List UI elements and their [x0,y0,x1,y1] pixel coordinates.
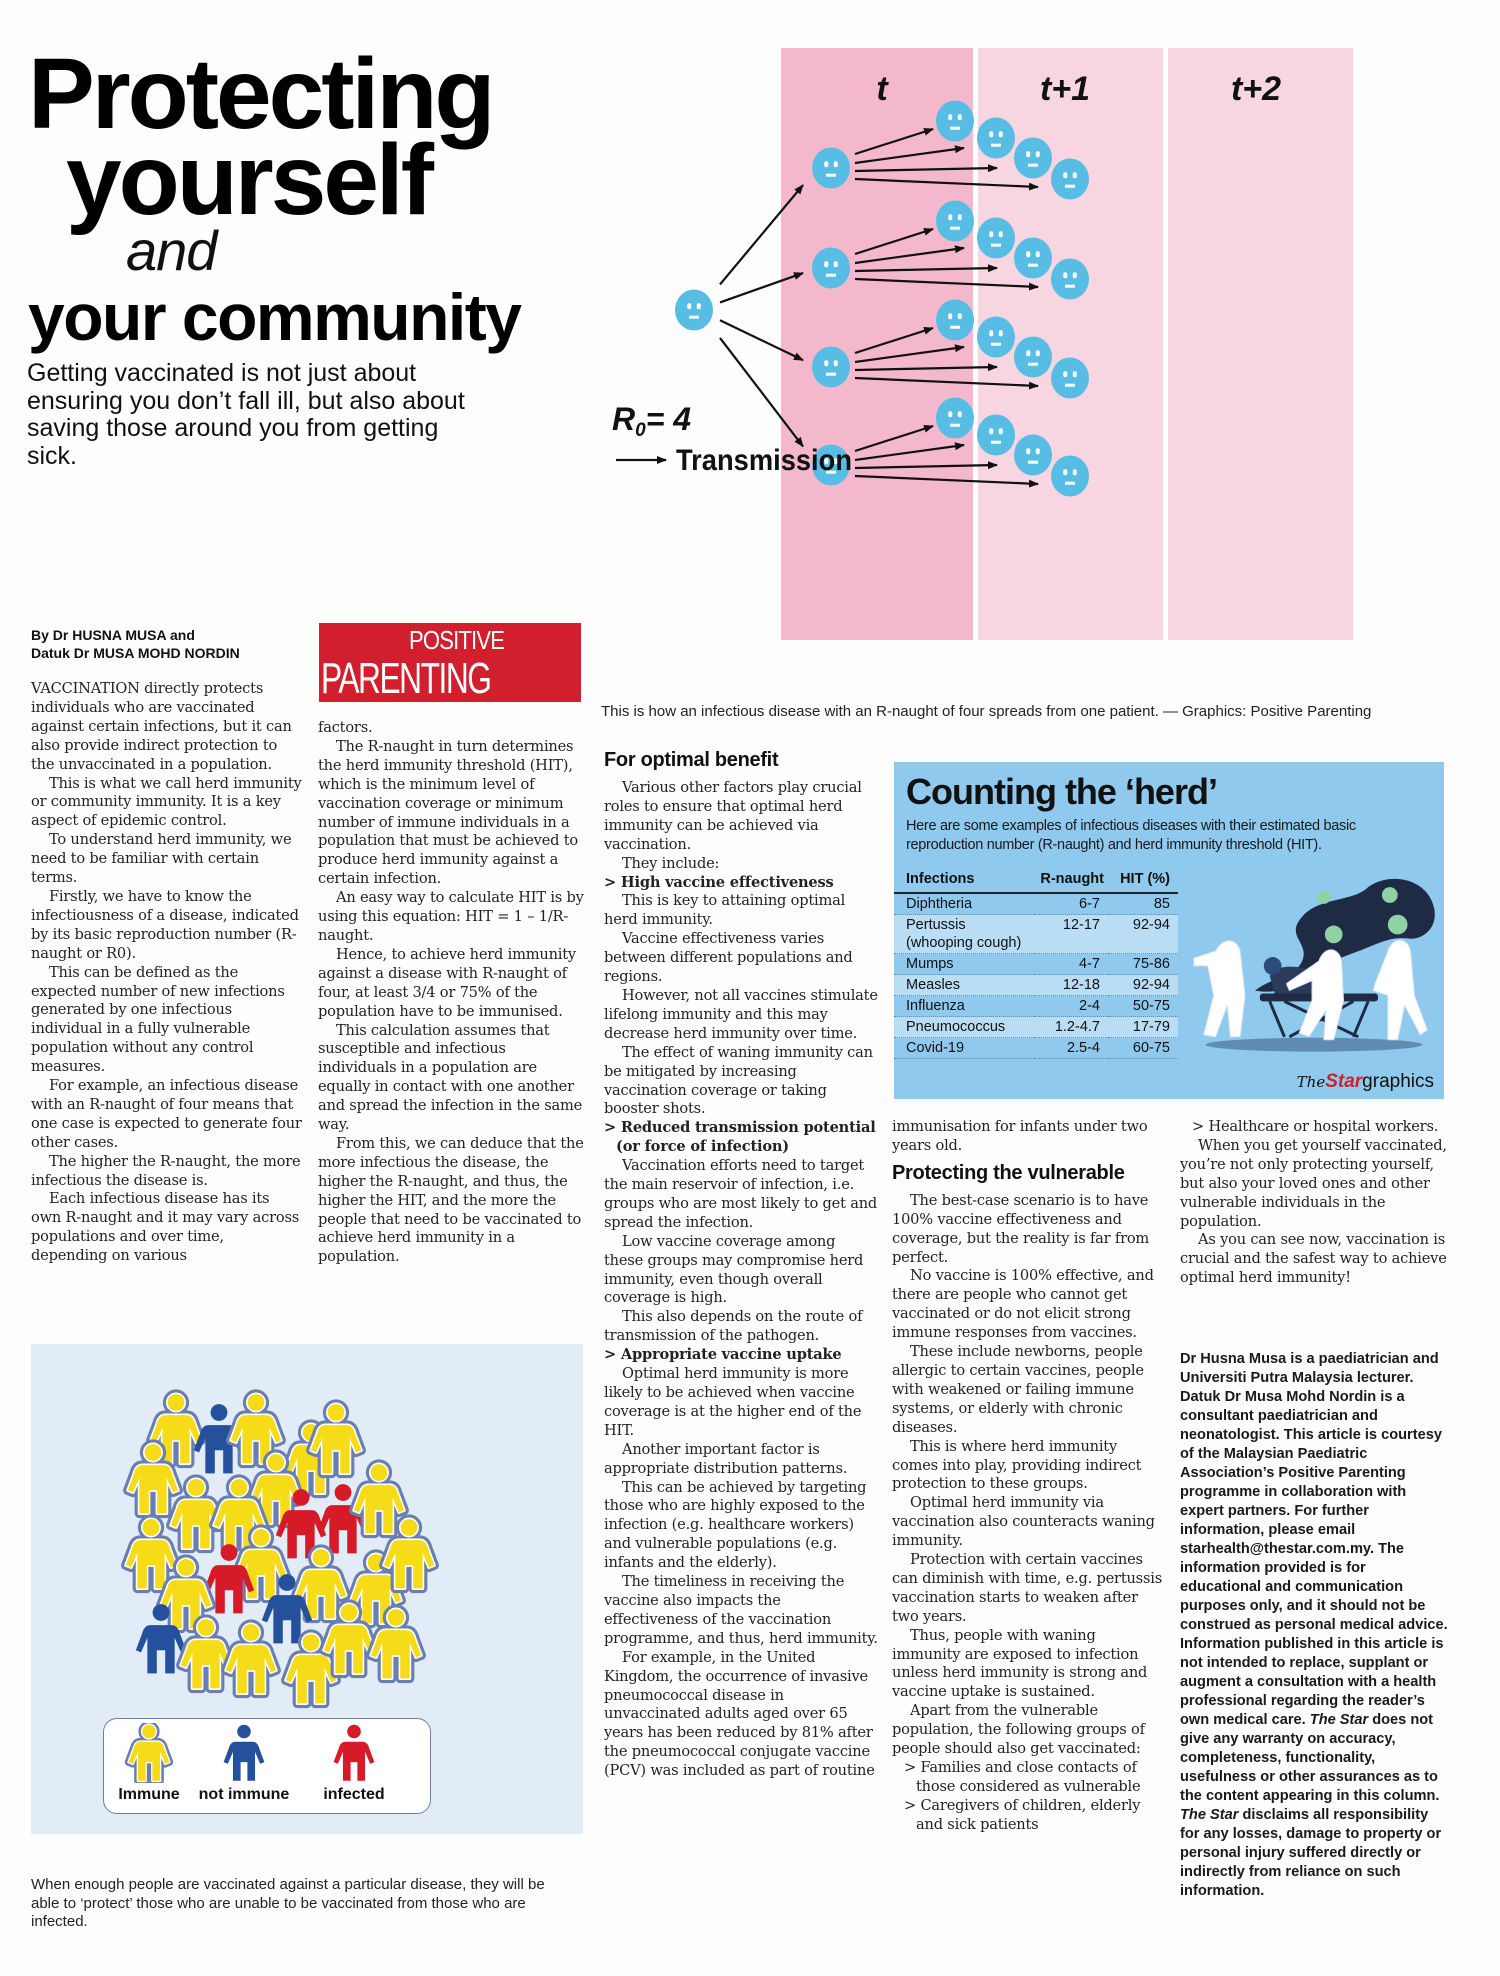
medical-worker-3 [1373,940,1427,1040]
herd-table-header [894,868,1178,893]
paragraph: From this, we can deduce that the more infectious the disease, the higher the R-naught, and thus, the higher the HIT, and the more the people that need to be vaccinated to achieve herd immunity in a population. [318,1134,584,1266]
subheading: For optimal benefit [604,749,779,771]
paragraph: For example, an infectious disease with an R-naught of four means that one case is expected to generate four other cases. [31,1077,302,1151]
cell-hit: 50-75 [1108,996,1178,1017]
paragraph: As you can see now, vaccination is crucial and the safest way to achieve optimal herd immunity! [1180,1231,1447,1287]
paragraph: Optimal herd immunity is more likely to be achieved when vaccine coverage is at the higher end of the HIT. [604,1365,862,1439]
bio-publication-2: The Star [1180,1807,1239,1823]
list-item: > Healthcare or hospital workers. [1192,1118,1439,1135]
infected-face-icon-gen2 [1014,137,1052,178]
article-column-2 [318,719,586,1267]
paragraph: Firstly, we have to know the infectiousness of a disease, indicated by its basic reproduction number (R-naught or R0). [31,887,299,962]
standfirst: Getting vaccinated is not just about ensuring you don’t fall ill, but also about saving those around you from getting sick. [27,359,465,470]
column-label-t1: t+1 [1039,70,1091,108]
cell-r-naught: 2.5-4 [1034,1038,1108,1059]
herd-box-description: Here are some examples of infectious diseases with their estimated basic reproduction number (R-naught) and herd immunity threshold (HIT). [906,818,1356,853]
infected-face-icon-gen2 [936,299,974,340]
infected-face-icon-gen2 [977,217,1015,258]
legend-label: not immune [198,1786,290,1803]
header-infections: Infections [894,868,1034,893]
paragraph: Vaccine effectiveness varies between different populations and regions. [604,930,853,986]
herd-table-row [894,975,1178,996]
paragraph: This is key to attaining optimal herd immunity. [604,892,846,929]
cell-r-naught: 12-18 [1034,975,1108,996]
infected-face-icon-gen2 [1014,237,1052,278]
herd-table-row [894,1017,1178,1038]
column-t2 [1168,48,1353,640]
paragraph: Apart from the vulnerable population, the following groups of people should also get vaccinated: [892,1702,1145,1758]
immune-person-icon [226,1624,276,1693]
subheading: Protecting the vulnerable [892,1161,1125,1184]
paragraph: They include: [622,854,720,872]
immune-person-icon [311,1404,361,1473]
paragraph: For example, in the United Kingdom, the occurrence of invasive pneumococcal disease in unvaccinated adults aged over 65 years has been reduced by 81% after the pneumococcal conjugate vaccine (PCV) was included as part of routine [604,1648,875,1780]
cell-r-naught: 2-4 [1034,996,1108,1017]
header-hit: HIT (%) [1108,868,1178,893]
herd-table-row [894,893,1178,915]
paragraph: Low vaccine coverage among these groups may compromise herd immunity, even though overall coverage is high. [604,1232,864,1307]
section-badge [319,623,581,702]
herd-box-title: Counting the ‘herd’ [906,771,1217,812]
infected-face-icon-source [675,289,713,330]
bio-text-1: Dr Husna Musa is a paediatrician and Universiti Putra Malaysia lecturer. Datuk Dr Musa Mohd Nordin is a consultant paediatrician and neonatologist. This article is courtesy of the Malaysian Paediatric Association’s Positive Parenting programme in collaboration with expert partners. For further information, please email starhealth@thestar.com.my. The information provided is for educational and communication purposes only, and it should not be construed as personal medical advice. Information published in this article is not intended to replace, supplant or augment a consultation with a health professional regarding the reader’s own medical care. [1180,1351,1448,1728]
bio-text-2: does not give any warranty on accuracy, completeness, functionality, usefulness or other assurances as to the content appearing in this column. [1180,1712,1440,1804]
cell-hit: 75-86 [1108,954,1178,975]
infected-face-icon-gen2 [936,200,974,241]
cell-r-naught: 1.2-4.7 [1034,1017,1108,1038]
herd-table-row [894,1038,1178,1059]
infected-face-icon-gen1 [812,346,850,387]
paragraph: However, not all vaccines stimulate lifelong immunity and this may decrease herd immunity over time. [604,986,878,1042]
paragraph: Each infectious disease has its own R-naught and it may vary across populations and over time, depending on various [31,1190,300,1265]
section-badge-top: POSITIVE [409,625,505,655]
infected-face-icon-gen2 [1051,158,1089,199]
star-graphics-credit [1297,1070,1434,1093]
paragraph: Optimal herd immunity via vaccination also counteracts waning immunity. [892,1494,1155,1550]
legend-label: Immune [118,1786,180,1803]
paragraph: The R-naught in turn determines the herd immunity threshold (HIT), which is the minimum level of vaccination coverage or minimum number of immune individuals in a population that must be achieved to produce herd immunity against a certain infection. [318,737,578,888]
section-badge-bottom: PARENTING [321,654,491,702]
paragraph: This is where herd immunity comes into play, providing indirect protection to these groups. [892,1437,1142,1493]
herd-table-row [894,915,1178,954]
herd-table [894,868,1178,1059]
paragraph: This is what we call herd immunity or community immunity. It is a key aspect of epidemic control. [31,774,302,830]
cell-hit: 85 [1108,893,1178,915]
paragraph: An easy way to calculate HIT is by using this equation: HIT = 1 – 1/R-naught. [318,889,584,944]
byline-line-2: Datuk Dr MUSA MOHD NORDIN [31,645,240,661]
diagram-caption: This is how an infectious disease with an R-naught of four spreads from one patient. — Graphics: Positive Parenting [601,703,1372,720]
infected-face-icon-gen2 [977,414,1015,455]
infected-face-icon-gen2 [1051,455,1089,496]
legend-label: infected [323,1786,385,1803]
headline-line-3: your community [28,280,521,354]
paragraph: factors. [318,719,373,736]
article-column-5 [1180,1118,1448,1288]
paragraph: To understand herd immunity, we need to be familiar with certain terms. [31,831,292,887]
medical-workers-illustration [1186,866,1442,1056]
paragraph: Protection with certain vaccines can diminish with time, e.g. pertussis vaccination starts to weaken after two years. [892,1551,1163,1625]
list-item: > Caregivers of children, elderly and sick patients [904,1796,1141,1833]
infected-face-icon-gen2 [936,397,974,438]
byline [31,626,301,662]
credit-star: Star [1325,1071,1363,1092]
r0-label: R0= 4 [612,401,692,441]
article-column-4 [892,1118,1166,1835]
paragraph: Thus, people with waning immunity are exposed to infection unless herd immunity is strong and vaccine uptake is sustained. [892,1626,1148,1701]
cell-infection: Covid-19 [894,1038,1034,1059]
credit-graphics: graphics [1362,1071,1434,1092]
cell-r-naught: 12-17 [1034,915,1108,954]
herd-table-row [894,954,1178,975]
paragraph: Another important factor is appropriate distribution patterns. [604,1440,848,1477]
paragraph: The timeliness in receiving the vaccine also impacts the effectiveness of the vaccination programme, and thus, herd immunity. [604,1573,878,1647]
infected-face-icon-gen2 [1014,336,1052,377]
bullet-heading: > Appropriate vaccine uptake [604,1346,842,1364]
people-legend [103,1718,431,1814]
cell-hit: 17-79 [1108,1017,1178,1038]
cell-infection: Measles [894,975,1034,996]
legend-infected-icon [334,1725,375,1781]
legend-transmission-label: Transmission [676,444,852,477]
herd-table-row [894,996,1178,1017]
infected-face-icon-gen2 [1014,434,1052,475]
bullet-heading: > Reduced transmission potential (or force of infection) [604,1119,876,1156]
article-column-1 [31,680,303,1266]
cell-hit: 92-94 [1108,915,1178,954]
headline-line-2: yourself [66,124,432,236]
author-bio [1180,1350,1448,1901]
paragraph: The effect of waning immunity can be mitigated by increasing vaccination coverage or taking booster shots. [604,1043,873,1118]
cell-hit: 92-94 [1108,975,1178,996]
list-item: > Families and close contacts of those considered as vulnerable [904,1759,1141,1795]
cell-infection: Influenza [894,996,1034,1017]
cell-infection: Pneumococcus [894,1017,1034,1038]
paragraph: This also depends on the route of transmission of the pathogen. [604,1308,863,1345]
legend-not-immune-icon [224,1725,265,1781]
infected-face-icon-gen2 [1051,357,1089,398]
cell-infection: Mumps [894,954,1034,975]
paragraph: Various other factors play crucial roles to ensure that optimal herd immunity can be achieved via vaccination. [604,779,862,853]
infected-face-icon-gen2 [977,316,1015,357]
paragraph: When you get yourself vaccinated, you’re not only protecting yourself, but also your loved ones and other vulnerable individuals in the population. [1180,1136,1447,1230]
paragraph: This calculation assumes that susceptible and infectious individuals in a population are equally in contact with one another and spread the infection in the same way. [318,1021,583,1134]
paragraph: No vaccine is 100% effective, and there are people who cannot get vaccinated or do not elicit strong immune responses from vaccines. [892,1267,1154,1342]
header-r-naught: R-naught [1034,868,1108,893]
column-label-t2: t+2 [1230,70,1282,108]
cell-r-naught: 4-7 [1034,954,1108,975]
paragraph: The higher the R-naught, the more infectious the disease is. [31,1152,301,1189]
paragraph: The best-case scenario is to have 100% vaccine effectiveness and coverage, but the reality is far from perfect. [892,1191,1150,1266]
headline-line-1: Protecting [28,38,493,150]
infected-face-icon-gen2 [936,100,974,141]
credit-the: The [1296,1073,1326,1091]
infected-face-icon-gen2 [977,117,1015,158]
cell-infection: Diphtheria [894,893,1034,915]
paragraph: This can be achieved by targeting those who are highly exposed to the infection (e.g. healthcare workers) and vulnerable populations (e.g. infants and the elderly). [604,1478,867,1572]
transmission-diagram [600,20,1450,640]
infected-face-icon-gen1 [812,247,850,288]
legend-immune-icon [129,1725,170,1781]
bio-publication-1: The Star [1309,1712,1369,1728]
paragraph: This can be defined as the expected number of new infections generated by one infectious individual in a fully vulnerable population without any control measures. [31,963,285,1076]
headline-connector: and [126,219,217,282]
infected-face-icon-gen1 [812,147,850,188]
paragraph: These include newborns, people allergic to certain vaccines, people with weakened or failing immune systems, or elderly with chronic diseases. [892,1343,1144,1436]
infected-face-icon-gen2 [1051,258,1089,299]
counting-the-herd-box [894,762,1444,1099]
bullet-heading: > High vaccine effectiveness [604,873,834,891]
cell-hit: 60-75 [1108,1038,1178,1059]
paragraph: Vaccination efforts need to target the main reservoir of infection, i.e. groups who are most likely to get and spread the infection. [604,1157,878,1231]
paragraph: VACCINATION directly protects individuals who are vaccinated against certain infections, but it can also provide indirect protection to the unvaccinated in a population. [31,680,292,773]
legend-icons [104,1723,430,1783]
medical-worker-1 [1194,941,1245,1037]
bio-text-3: disclaims all responsibility for any losses, damage to property or personal injury suffered directly or indirectly from reliance on such information. [1180,1807,1442,1899]
byline-line-1: By Dr HUSNA MUSA and [31,627,195,643]
people-graphic-caption: When enough people are vaccinated against a particular disease, they will be able to ‘protect’ those who are unable to be vaccinated from those who are infected. [31,1876,545,1930]
cell-infection: Pertussis (whooping cough) [894,915,1034,954]
paragraph: immunisation for infants under two years old. [892,1118,1148,1154]
cell-r-naught: 6-7 [1034,893,1108,915]
article-column-3 [604,743,878,1781]
transmission-diagram-svg [600,20,1450,640]
column-label-t: t [876,70,888,108]
paragraph: Hence, to achieve herd immunity against a disease with R-naught of four, at least 3/4 or 75% of the population have to be immunised. [318,945,576,1020]
